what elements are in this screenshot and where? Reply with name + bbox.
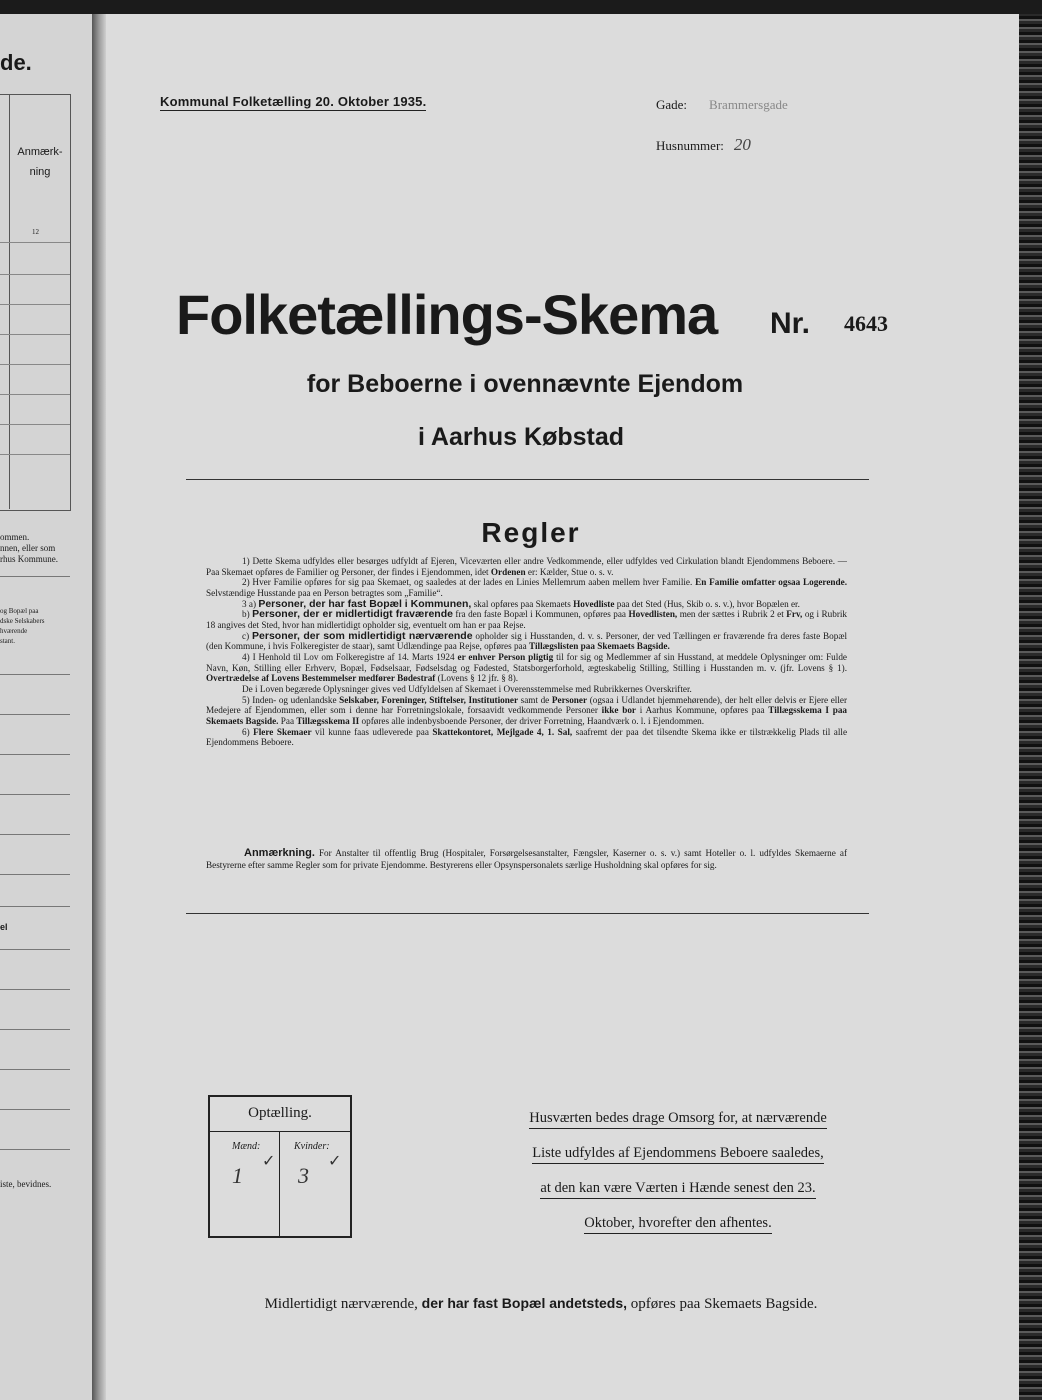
footer-text: Midlertidigt nærværende, (264, 1296, 418, 1312)
note-line: nnen, eller som (0, 543, 56, 553)
note-line: hværende (0, 627, 28, 635)
rule-3a: 3 a) Personer, der har fast Bopæl i Kommunen, skal opføres paa Skemaets Hovedliste paa det Sted (Hus, Skib o. s. v.), hvor Bopælen er. (242, 597, 800, 610)
left-page-rule (0, 949, 70, 950)
form-subtitle-city: i Aarhus Købstad (417, 423, 625, 451)
left-page-rule (0, 1069, 70, 1070)
count-box-divider (279, 1131, 280, 1236)
grid-row-line (0, 242, 70, 243)
note-line: og Bopæl paa (0, 607, 39, 615)
book-gutter (92, 14, 106, 1400)
form-number-value: 4643 (844, 311, 888, 336)
men-check-mark: ✓ (262, 1153, 276, 1170)
rule-4: 4) I Henhold til Lov om Folkeregistre af 14. Marts 1924 er enhver Person pligtig til for sig og Medlemmer af sin Husstand, at meddele Oplysninger om: Fulde Navn, Køn, Stilling eller Erhverv, Bopæl, Fødselsaar, Fødselsdag og Fødested, Statsborgerforhold, ægteskabelig Stilling, Stilling i Husstanden m. v. (jfr. Lovens § 1). Overtrædelse af Lovens Bestemmelser medfører Bødestraf (Lovens § 12 jfr. § 8). (206, 651, 847, 684)
note-line: rhus Kommune. (0, 554, 58, 564)
notice-line: Oktober, hvorefter den afhentes. (584, 1214, 771, 1234)
left-facing-page (0, 14, 92, 1400)
count-box-title: Optælling. (248, 1105, 312, 1121)
rule-1: 1) Dette Skema udfyldes eller besørges udfyldt af Ejeren, Viceværten eller andre Vedkommende, eller udfyldes ved Cirkulation blandt Ejendommens Beboere. — Paa Skemaet opføres de Familier og Personer, der findes i Ejendommen, idet Ordenen er: Kælder, Stue o. s. v. (206, 556, 847, 577)
house-number-label: Husnummer: (656, 138, 724, 153)
women-count: 3 (298, 1163, 309, 1188)
grid-row-line (0, 364, 70, 365)
left-page-column-number: 12 (32, 228, 39, 236)
left-page-rule (0, 794, 70, 795)
women-check-mark: ✓ (328, 1153, 342, 1170)
remark-label: Anmærkning. (244, 847, 315, 859)
street-field (656, 97, 788, 113)
rules-text (206, 556, 847, 748)
left-page-note: el (0, 922, 8, 932)
grid-row-line (0, 454, 70, 455)
note-line: stant. (0, 637, 15, 645)
grid-row-line (0, 304, 70, 305)
left-page-title: de. (0, 50, 32, 75)
notice-line: at den kan være Værten i Hænde senest den 23. (540, 1179, 815, 1199)
rule-5: 5) Inden- og udenlandske Selskaber, Foreninger, Stiftelser, Institutioner samt de Personer (ogsaa i Udlandet hjemmehørende), der helt eller delvis er Ejere eller Medejere af Ejendommen, eller som i denne har Forretningslokale, forsaavidt vedkommende Personer ikke bor i Aarhus Kommune, opføres paa Tillægsskema I paa Skemaets Bagside. Paa Tillægsskema II opføres alle indenbysboende Personer, der driver Forretning, Haandværk o. l. i Ejendommen. (206, 694, 848, 726)
left-page-rule (0, 1149, 70, 1150)
left-page-rule (0, 874, 70, 875)
grid-row-line (0, 334, 70, 335)
form-title: Folketællings-Skema (176, 283, 718, 346)
left-page-rule (0, 834, 70, 835)
count-box (208, 1095, 352, 1238)
note-line: ommen. (0, 532, 30, 542)
footer-bold-text: der har fast Bopæl andetsteds, (421, 1295, 628, 1311)
divider (186, 479, 869, 480)
men-label: Mænd: (232, 1141, 261, 1152)
rule-2: 2) Hver Familie opføres for sig paa Skemaet, og saaledes at der lades en Linies Mellemrum aaben mellem hver Familie. En Familie omfatter ogsaa Logerende. Selvstændige Husstande paa en Person betragtes som „Familie“. (206, 577, 847, 598)
rule-3c: c) Personer, der som midlertidigt nærværende opholder sig i Husstanden, d. v. s. Personer, der ved Tællingen er fraværende fra deres faste Bopæl (den Kommune, i hvis Folkeregister de staar), samt Udlændinge paa Rejse, opføres paa Tillægslisten paa Skemaets Bagside. (206, 629, 848, 652)
book-edge (1019, 14, 1042, 1400)
left-page-rule (0, 576, 70, 577)
footer-note (0, 1295, 1042, 1313)
left-page-note: iste, bevidnes. (0, 1179, 52, 1189)
left-page-rule (0, 1109, 70, 1110)
rule-6: 6) Flere Skemaer vil kunne faas udleverede paa Skattekontoret, Mejlgade 4, 1. Sal, saafremt der paa det tilsendte Skema ikke er tilstrækkelig Plads til alle Ejendommens Beboere. (206, 726, 848, 748)
notice-line: Liste udfyldes af Ejendommens Beboere saaledes, (532, 1144, 824, 1164)
count-box-divider (210, 1131, 350, 1132)
landlord-notice (498, 1101, 858, 1241)
remark-section (206, 848, 847, 871)
street-label: Gade: (656, 97, 688, 112)
house-number-field (656, 135, 751, 155)
left-page-column-header: Anmærk- ning (17, 146, 63, 178)
census-title: Kommunal Folketælling 20. Oktober 1935. (160, 94, 427, 109)
left-page-rule (0, 754, 70, 755)
house-number-value: 20 (733, 135, 751, 154)
men-count: 1 (232, 1163, 243, 1188)
left-page-rule (0, 714, 70, 715)
rules-heading: Regler (481, 517, 581, 548)
women-label: Kvinder: (294, 1141, 330, 1152)
notice-line: Husværten bedes drage Omsorg for, at nærværende (529, 1109, 827, 1129)
rule-4b: De i Loven begærede Oplysninger gives ved Udfyldelsen af Skemaet i Overensstemmelse med Rubrikkernes Overskrifter. (242, 683, 692, 694)
left-page-rule (0, 674, 70, 675)
footer-text: opføres paa Skemaets Bagside. (630, 1296, 818, 1312)
grid-row-line (0, 274, 70, 275)
rule-3b: b) Personer, der er midlertidigt fraværende fra den faste Bopæl i Kommunen, opføres paa Hovedlisten, men der sættes i Rubrik 2 et Frv, og i Rubrik 18 angives det Sted, hvor han midlertidigt opholder sig, eventuelt om han er paa Rejse. (206, 608, 848, 630)
left-page-note (0, 606, 45, 646)
remark-text: For Anstalter til offentlig Brug (Hospitaler, Forsørgelsesanstalter, Fængsler, Kaserner o. s. v.) samt Hoteller o. l. udfyldes Skemaerne af Bestyrerne efter samme Regler som for private Ejendomme. Bestyrerens eller Opsynspersonalets særlige Husholdning skal opføres for sig. (206, 848, 848, 870)
divider (186, 913, 869, 914)
form-subtitle: for Beboerne i ovennævnte Ejendom (306, 370, 744, 398)
left-page-rule (0, 1029, 70, 1030)
street-value: Brammersgade (709, 97, 788, 112)
left-page-rule (0, 989, 70, 990)
form-number-label: Nr. (770, 307, 811, 340)
left-page-rule (0, 906, 70, 907)
note-line: dske Selskabers (0, 617, 45, 625)
